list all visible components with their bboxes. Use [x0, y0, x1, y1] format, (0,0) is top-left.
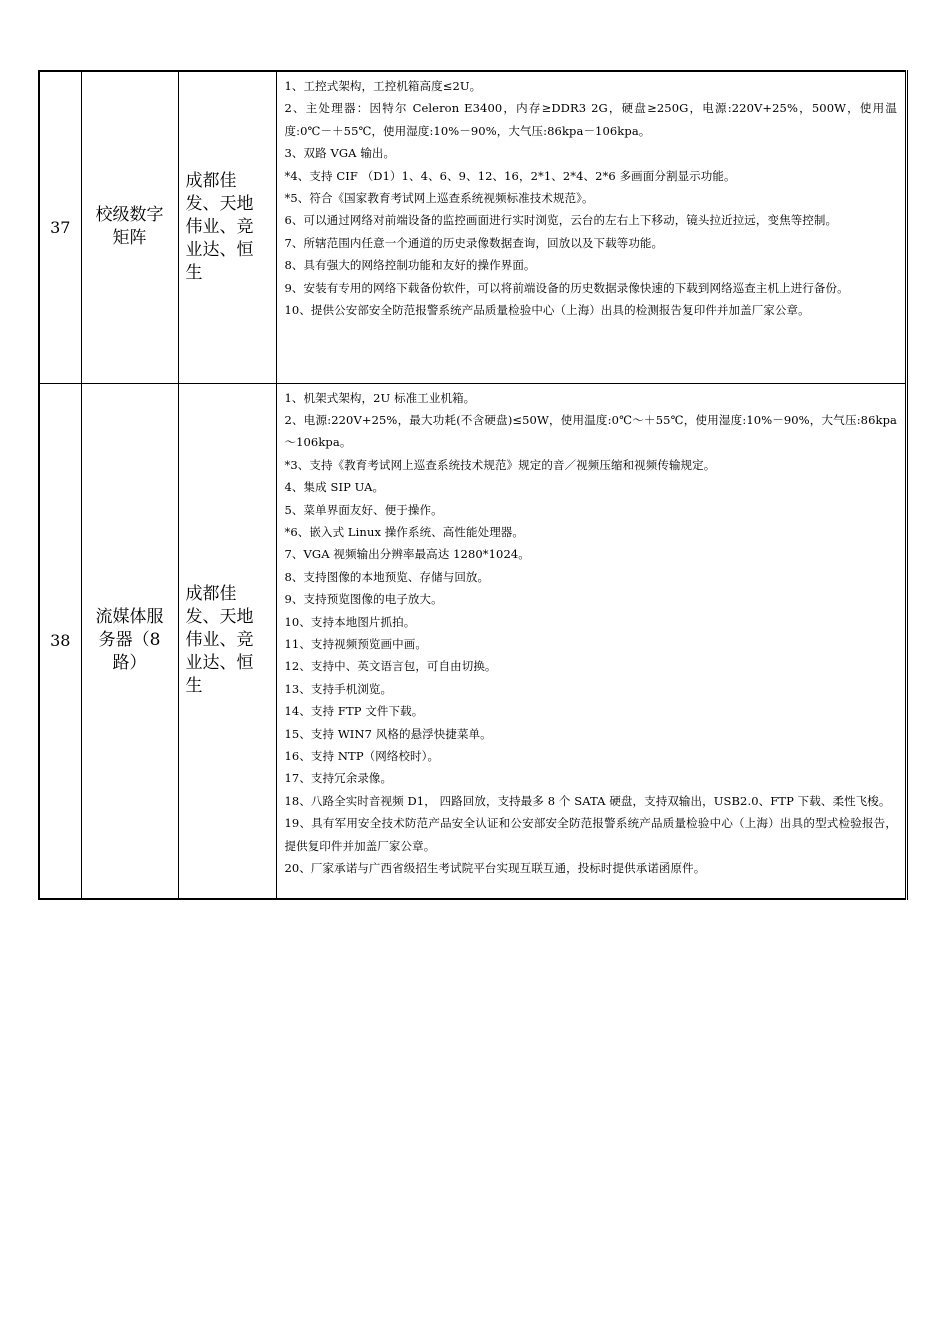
product-name: 流媒体服务器（8路） [81, 383, 178, 899]
spec-line: 10、支持本地图片抓拍。 [284, 614, 416, 629]
spec-line: 1、机架式架构，2U 标准工业机箱。 [284, 390, 476, 405]
spec-line: 1、工控式架构，工控机箱高度≤2U。 [284, 79, 482, 93]
spec-line: 12、支持中、英文语言包，可自由切换。 [284, 659, 497, 674]
spec-table [38, 70, 908, 900]
spec-line: 2、电源:220V+25%，最大功耗(不含硬盘)≤50W，使用温度:0℃～＋55℃，使用湿度:10%－90%，大气压:86kpa～106kpa。 [284, 412, 897, 450]
spec-line: 9、安装有专用的网络下载备份软件，可以将前端设备的历史数据录像快速的下载到网络巡查主机上进行备份。 [284, 280, 849, 295]
spec-cell [276, 383, 907, 899]
spec-line: 15、支持 WIN7 风格的悬浮快捷菜单。 [284, 726, 492, 741]
product-name: 校级数字矩阵 [81, 71, 178, 383]
table-row [39, 71, 907, 383]
spec-line: 10、提供公安部安全防范报警系统产品质量检验中心（上海）出具的检测报告复印件并加盖厂家公章。 [284, 303, 810, 318]
spec-cell [276, 71, 907, 383]
spec-line: 9、支持预览图像的电子放大。 [284, 592, 443, 607]
spec-line: *6、嵌入式 Linux 操作系统、高性能处理器。 [284, 524, 524, 539]
spec-line: 3、双路 VGA 输出。 [284, 146, 396, 161]
spec-line: 8、具有强大的网络控制功能和友好的操作界面。 [284, 258, 536, 273]
spec-line: 4、集成 SIP UA。 [284, 480, 385, 495]
spec-line: 6、可以通过网络对前端设备的监控画面进行实时浏览，云台的左右上下移动，镜头拉近拉远，变焦等控制。 [284, 213, 838, 228]
spec-line: 18、八路全实时音视频 D1， 四路回放，支持最多 8 个 SATA 硬盘，支持双输出，USB2.0、FTP 下载、柔性飞梭。 [284, 793, 891, 808]
spec-line: 8、支持图像的本地预览、存储与回放。 [284, 569, 490, 584]
table-row [39, 383, 907, 899]
spec-line: 16、支持 NTP（网络校时）。 [284, 749, 440, 763]
spec-line: 7、VGA 视频输出分辨率最高达 1280*1024。 [284, 547, 530, 562]
spec-line: 2、主处理器：因特尔 Celeron E3400，内存≥DDR3 2G，硬盘≥250G，电源:220V+25%，500W，使用温度:0℃－＋55℃，使用湿度:10%－90%，大气压:86kpa－106kpa。 [284, 101, 897, 138]
spec-line: 7、所辖范围内任意一个通道的历史录像数据查询，回放以及下载等功能。 [284, 235, 664, 250]
row-number: 38 [39, 383, 81, 899]
spec-line: *3、支持《教育考试网上巡查系统技术规范》规定的音／视频压缩和视频传输规定。 [284, 457, 716, 472]
brand-list: 成都佳发、天地伟业、竞业达、恒生 [178, 383, 276, 899]
spec-line: 20、厂家承诺与广西省级招生考试院平台实现互联互通，投标时提供承诺函原件。 [284, 861, 706, 876]
brand-list: 成都佳发、天地伟业、竞业达、恒生 [178, 71, 276, 383]
spec-line: 11、支持视频预览画中画。 [284, 636, 427, 651]
spec-line: 13、支持手机浏览。 [284, 681, 393, 696]
spec-line: 17、支持冗余录像。 [284, 771, 393, 786]
spec-line: 14、支持 FTP 文件下载。 [284, 704, 424, 719]
spec-line: 19、具有军用安全技术防范产品安全认证和公安部安全防范报警系统产品质量检验中心（上海）出具的型式检验报告，提供复印件并加盖厂家公章。 [284, 816, 897, 853]
row-number: 37 [39, 71, 81, 383]
spec-line: *5、符合《国家教育考试网上巡查系统视频标准技术规范》。 [284, 191, 594, 206]
spec-line: *4、支持 CIF （D1）1、4、6、9、12、16，2*1、2*4、2*6 多画面分割显示功能。 [284, 168, 736, 183]
spec-line: 5、菜单界面友好、便于操作。 [284, 502, 443, 517]
